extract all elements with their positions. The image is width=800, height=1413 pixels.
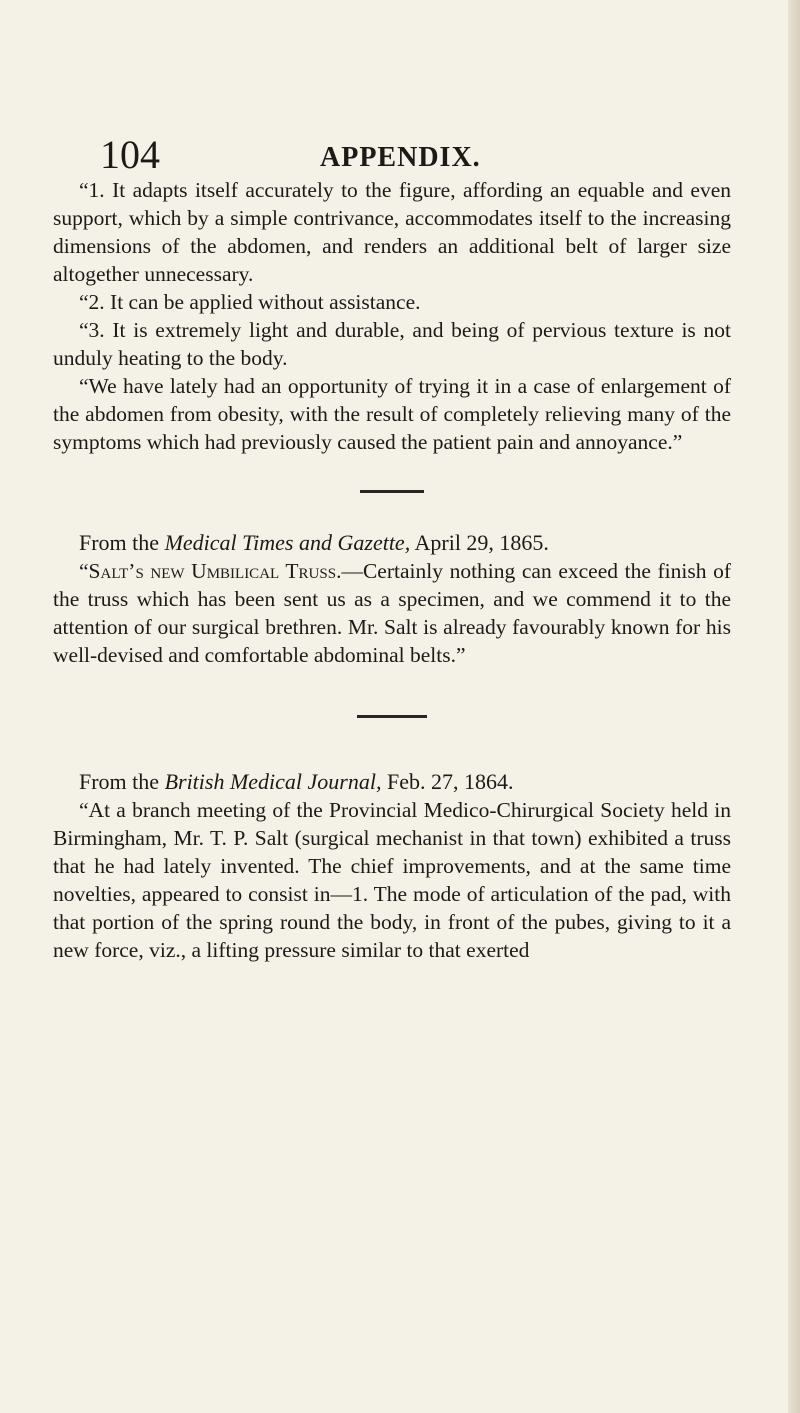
page-header (0, 130, 800, 180)
section-divider (360, 490, 424, 493)
review-heading: “Salt’s new Umbilical Truss. (79, 559, 342, 583)
journal-title: British Medical Journal, (164, 769, 382, 794)
page-edge (788, 0, 800, 1413)
paragraph-item-2: “2. It can be applied without assistance. (79, 290, 421, 314)
review-text: —Certainly nothing can exceed the finish of the truss which has been sent us as a specimen, and we commend it to the attention of our surgical brethren. Mr. Salt is already favourably known for his well-devised and comfortable abdominal belts.” (53, 559, 731, 667)
paragraph-item-3: “3. It is extremely light and durable, and being of pervious texture is not unduly heating to the body. (53, 318, 731, 370)
source-prefix: From the (79, 769, 165, 794)
source-citation-british-medical-journal (53, 768, 731, 796)
source-citation-medical-times (53, 529, 731, 557)
journal-title: Medical Times and Gazette, (164, 530, 411, 555)
paragraph-item-1: “1. It adapts itself accurately to the figure, affording an equable and even support, which by a simple contrivance, accommodates itself to the increasing dimensions of the abdomen, and renders an additional belt of larger size altogether unnecessary. (53, 178, 731, 286)
page-body (53, 176, 731, 964)
section-divider (357, 715, 427, 718)
review-paragraph (53, 557, 731, 669)
report-paragraph: “At a branch meeting of the Provincial Medico-Chirurgical Society held in Birmingham, Mr. T. P. Salt (surgical mechanist in that town) exhibited a truss that he had lately invented. The chief improvements, and at the same time novelties, appeared to consist in—1. The mode of articulation of the pad, with that portion of the spring round the body, in front of the pubes, giving to it a new force, viz., a lifting pressure similar to that exerted (53, 798, 731, 962)
source-date: Feb. 27, 1864. (381, 769, 514, 794)
paragraph-closing: “We have lately had an opportunity of trying it in a case of enlargement of the abdomen from obesity, with the result of completely relieving many of the symptoms which had previously caused the patient pain and annoyance.” (53, 374, 731, 454)
running-head: APPENDIX. (320, 142, 481, 173)
source-date: April 29, 1865. (410, 530, 549, 555)
page-number: 104 (100, 132, 160, 177)
source-prefix: From the (79, 530, 165, 555)
